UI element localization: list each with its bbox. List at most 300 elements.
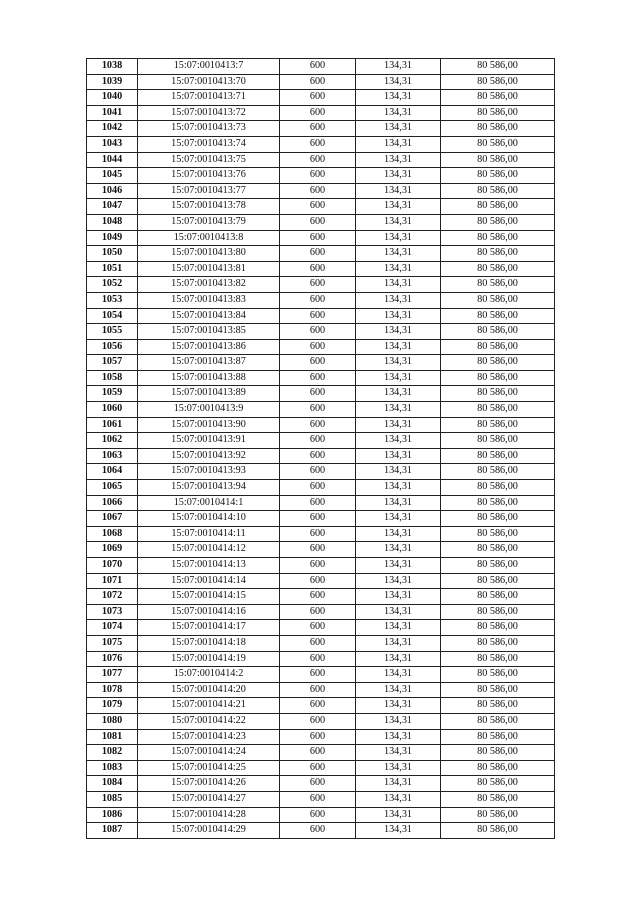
- cadastral-number-cell: 15:07:0010413:94: [138, 480, 280, 496]
- specific-value-cell: 134,31: [356, 339, 441, 355]
- cadastral-number-cell: 15:07:0010413:79: [138, 214, 280, 230]
- cadastral-number-cell: 15:07:0010414:16: [138, 604, 280, 620]
- specific-value-cell: 134,31: [356, 370, 441, 386]
- row-number-cell: 1081: [87, 729, 138, 745]
- cadastral-number-cell: 15:07:0010414:28: [138, 807, 280, 823]
- specific-value-cell: 134,31: [356, 121, 441, 137]
- table-row: [87, 620, 555, 636]
- specific-value-cell: 134,31: [356, 277, 441, 293]
- cadastral-value-cell: 80 586,00: [441, 214, 555, 230]
- cadastral-value-cell: 80 586,00: [441, 433, 555, 449]
- cadastral-value-cell: 80 586,00: [441, 651, 555, 667]
- cadastral-value-cell: 80 586,00: [441, 511, 555, 527]
- area-cell: 600: [280, 667, 356, 683]
- cadastral-number-cell: 15:07:0010413:90: [138, 417, 280, 433]
- area-cell: 600: [280, 511, 356, 527]
- specific-value-cell: 134,31: [356, 214, 441, 230]
- area-cell: 600: [280, 745, 356, 761]
- area-cell: 600: [280, 386, 356, 402]
- table-row: [87, 339, 555, 355]
- cadastral-value-cell: 80 586,00: [441, 791, 555, 807]
- area-cell: 600: [280, 480, 356, 496]
- row-number-cell: 1072: [87, 589, 138, 605]
- specific-value-cell: 134,31: [356, 589, 441, 605]
- cadastral-value-cell: 80 586,00: [441, 402, 555, 418]
- table-row: [87, 495, 555, 511]
- cadastral-number-cell: 15:07:0010413:86: [138, 339, 280, 355]
- cadastral-value-cell: 80 586,00: [441, 698, 555, 714]
- cadastral-value-cell: 80 586,00: [441, 635, 555, 651]
- row-number-cell: 1042: [87, 121, 138, 137]
- specific-value-cell: 134,31: [356, 105, 441, 121]
- row-number-cell: 1060: [87, 402, 138, 418]
- row-number-cell: 1085: [87, 791, 138, 807]
- specific-value-cell: 134,31: [356, 292, 441, 308]
- table-row: [87, 807, 555, 823]
- cadastral-number-cell: 15:07:0010413:74: [138, 136, 280, 152]
- cadastral-value-cell: 80 586,00: [441, 121, 555, 137]
- area-cell: 600: [280, 417, 356, 433]
- table-row: [87, 183, 555, 199]
- specific-value-cell: 134,31: [356, 74, 441, 90]
- row-number-cell: 1063: [87, 448, 138, 464]
- table-row: [87, 292, 555, 308]
- table-row: [87, 589, 555, 605]
- cadastral-number-cell: 15:07:0010414:25: [138, 760, 280, 776]
- cadastral-value-cell: 80 586,00: [441, 261, 555, 277]
- specific-value-cell: 134,31: [356, 526, 441, 542]
- specific-value-cell: 134,31: [356, 324, 441, 340]
- cadastral-number-cell: 15:07:0010413:91: [138, 433, 280, 449]
- table-row: [87, 386, 555, 402]
- area-cell: 600: [280, 339, 356, 355]
- cadastral-value-cell: 80 586,00: [441, 246, 555, 262]
- specific-value-cell: 134,31: [356, 635, 441, 651]
- specific-value-cell: 134,31: [356, 745, 441, 761]
- table-row: [87, 667, 555, 683]
- cadastral-number-cell: 15:07:0010413:72: [138, 105, 280, 121]
- specific-value-cell: 134,31: [356, 651, 441, 667]
- cadastral-number-cell: 15:07:0010414:1: [138, 495, 280, 511]
- area-cell: 600: [280, 105, 356, 121]
- area-cell: 600: [280, 620, 356, 636]
- cadastral-value-cell: 80 586,00: [441, 542, 555, 558]
- cadastral-number-cell: 15:07:0010414:2: [138, 667, 280, 683]
- row-number-cell: 1058: [87, 370, 138, 386]
- area-cell: 600: [280, 324, 356, 340]
- row-number-cell: 1064: [87, 464, 138, 480]
- cadastral-value-cell: 80 586,00: [441, 136, 555, 152]
- row-number-cell: 1068: [87, 526, 138, 542]
- specific-value-cell: 134,31: [356, 417, 441, 433]
- cadastral-number-cell: 15:07:0010414:13: [138, 558, 280, 574]
- cadastral-value-cell: 80 586,00: [441, 823, 555, 839]
- row-number-cell: 1051: [87, 261, 138, 277]
- table-row: [87, 402, 555, 418]
- row-number-cell: 1038: [87, 59, 138, 75]
- specific-value-cell: 134,31: [356, 776, 441, 792]
- specific-value-cell: 134,31: [356, 573, 441, 589]
- area-cell: 600: [280, 246, 356, 262]
- row-number-cell: 1070: [87, 558, 138, 574]
- cadastral-value-cell: 80 586,00: [441, 760, 555, 776]
- cadastral-value-cell: 80 586,00: [441, 339, 555, 355]
- area-cell: 600: [280, 199, 356, 215]
- cadastral-value-cell: 80 586,00: [441, 183, 555, 199]
- area-cell: 600: [280, 698, 356, 714]
- table-row: [87, 308, 555, 324]
- table-row: [87, 355, 555, 371]
- area-cell: 600: [280, 402, 356, 418]
- area-cell: 600: [280, 152, 356, 168]
- cadastral-number-cell: 15:07:0010414:15: [138, 589, 280, 605]
- specific-value-cell: 134,31: [356, 807, 441, 823]
- row-number-cell: 1084: [87, 776, 138, 792]
- cadastral-number-cell: 15:07:0010413:85: [138, 324, 280, 340]
- cadastral-number-cell: 15:07:0010414:12: [138, 542, 280, 558]
- table-row: [87, 105, 555, 121]
- cadastral-value-table: [86, 58, 555, 839]
- cadastral-value-cell: 80 586,00: [441, 152, 555, 168]
- specific-value-cell: 134,31: [356, 760, 441, 776]
- row-number-cell: 1047: [87, 199, 138, 215]
- cadastral-number-cell: 15:07:0010414:14: [138, 573, 280, 589]
- cadastral-number-cell: 15:07:0010413:83: [138, 292, 280, 308]
- table-row: [87, 526, 555, 542]
- cadastral-number-cell: 15:07:0010414:17: [138, 620, 280, 636]
- cadastral-value-cell: 80 586,00: [441, 448, 555, 464]
- row-number-cell: 1071: [87, 573, 138, 589]
- cadastral-number-cell: 15:07:0010414:22: [138, 713, 280, 729]
- area-cell: 600: [280, 183, 356, 199]
- specific-value-cell: 134,31: [356, 230, 441, 246]
- row-number-cell: 1048: [87, 214, 138, 230]
- specific-value-cell: 134,31: [356, 620, 441, 636]
- cadastral-number-cell: 15:07:0010414:29: [138, 823, 280, 839]
- row-number-cell: 1057: [87, 355, 138, 371]
- row-number-cell: 1062: [87, 433, 138, 449]
- cadastral-value-cell: 80 586,00: [441, 277, 555, 293]
- cadastral-number-cell: 15:07:0010414:20: [138, 682, 280, 698]
- cadastral-value-cell: 80 586,00: [441, 573, 555, 589]
- cadastral-value-cell: 80 586,00: [441, 620, 555, 636]
- area-cell: 600: [280, 807, 356, 823]
- row-number-cell: 1074: [87, 620, 138, 636]
- cadastral-value-cell: 80 586,00: [441, 90, 555, 106]
- specific-value-cell: 134,31: [356, 823, 441, 839]
- table-row: [87, 324, 555, 340]
- area-cell: 600: [280, 682, 356, 698]
- table-row: [87, 433, 555, 449]
- table-row: [87, 480, 555, 496]
- area-cell: 600: [280, 168, 356, 184]
- row-number-cell: 1083: [87, 760, 138, 776]
- cadastral-number-cell: 15:07:0010414:24: [138, 745, 280, 761]
- cadastral-value-cell: 80 586,00: [441, 59, 555, 75]
- row-number-cell: 1040: [87, 90, 138, 106]
- specific-value-cell: 134,31: [356, 667, 441, 683]
- area-cell: 600: [280, 355, 356, 371]
- row-number-cell: 1041: [87, 105, 138, 121]
- table-row: [87, 370, 555, 386]
- area-cell: 600: [280, 635, 356, 651]
- table-row: [87, 713, 555, 729]
- row-number-cell: 1059: [87, 386, 138, 402]
- table-row: [87, 277, 555, 293]
- specific-value-cell: 134,31: [356, 168, 441, 184]
- table-row: [87, 729, 555, 745]
- area-cell: 600: [280, 760, 356, 776]
- row-number-cell: 1087: [87, 823, 138, 839]
- table-row: [87, 230, 555, 246]
- cadastral-number-cell: 15:07:0010413:76: [138, 168, 280, 184]
- cadastral-value-cell: 80 586,00: [441, 745, 555, 761]
- row-number-cell: 1039: [87, 74, 138, 90]
- specific-value-cell: 134,31: [356, 604, 441, 620]
- specific-value-cell: 134,31: [356, 713, 441, 729]
- cadastral-number-cell: 15:07:0010413:77: [138, 183, 280, 199]
- row-number-cell: 1075: [87, 635, 138, 651]
- area-cell: 600: [280, 448, 356, 464]
- table-row: [87, 791, 555, 807]
- specific-value-cell: 134,31: [356, 136, 441, 152]
- cadastral-number-cell: 15:07:0010413:84: [138, 308, 280, 324]
- table-row: [87, 464, 555, 480]
- row-number-cell: 1053: [87, 292, 138, 308]
- cadastral-value-cell: 80 586,00: [441, 308, 555, 324]
- cadastral-number-cell: 15:07:0010414:26: [138, 776, 280, 792]
- area-cell: 600: [280, 573, 356, 589]
- area-cell: 600: [280, 90, 356, 106]
- specific-value-cell: 134,31: [356, 402, 441, 418]
- specific-value-cell: 134,31: [356, 152, 441, 168]
- cadastral-value-cell: 80 586,00: [441, 604, 555, 620]
- cadastral-value-cell: 80 586,00: [441, 776, 555, 792]
- row-number-cell: 1069: [87, 542, 138, 558]
- specific-value-cell: 134,31: [356, 791, 441, 807]
- cadastral-value-cell: 80 586,00: [441, 682, 555, 698]
- row-number-cell: 1050: [87, 246, 138, 262]
- area-cell: 600: [280, 277, 356, 293]
- row-number-cell: 1052: [87, 277, 138, 293]
- row-number-cell: 1061: [87, 417, 138, 433]
- specific-value-cell: 134,31: [356, 355, 441, 371]
- table-row: [87, 558, 555, 574]
- cadastral-number-cell: 15:07:0010413:87: [138, 355, 280, 371]
- row-number-cell: 1080: [87, 713, 138, 729]
- row-number-cell: 1077: [87, 667, 138, 683]
- cadastral-number-cell: 15:07:0010413:81: [138, 261, 280, 277]
- specific-value-cell: 134,31: [356, 448, 441, 464]
- area-cell: 600: [280, 74, 356, 90]
- area-cell: 600: [280, 261, 356, 277]
- cadastral-number-cell: 15:07:0010413:75: [138, 152, 280, 168]
- cadastral-number-cell: 15:07:0010414:11: [138, 526, 280, 542]
- table-row: [87, 682, 555, 698]
- cadastral-value-cell: 80 586,00: [441, 480, 555, 496]
- cadastral-value-cell: 80 586,00: [441, 168, 555, 184]
- cadastral-value-cell: 80 586,00: [441, 713, 555, 729]
- area-cell: 600: [280, 776, 356, 792]
- area-cell: 600: [280, 651, 356, 667]
- cadastral-value-cell: 80 586,00: [441, 355, 555, 371]
- area-cell: 600: [280, 542, 356, 558]
- table-row: [87, 199, 555, 215]
- specific-value-cell: 134,31: [356, 682, 441, 698]
- row-number-cell: 1066: [87, 495, 138, 511]
- table-row: [87, 760, 555, 776]
- table-body: [87, 59, 555, 839]
- table-row: [87, 214, 555, 230]
- table-row: [87, 152, 555, 168]
- cadastral-number-cell: 15:07:0010414:19: [138, 651, 280, 667]
- cadastral-value-cell: 80 586,00: [441, 667, 555, 683]
- cadastral-value-cell: 80 586,00: [441, 199, 555, 215]
- table-row: [87, 651, 555, 667]
- area-cell: 600: [280, 495, 356, 511]
- cadastral-number-cell: 15:07:0010413:93: [138, 464, 280, 480]
- row-number-cell: 1043: [87, 136, 138, 152]
- specific-value-cell: 134,31: [356, 90, 441, 106]
- cadastral-number-cell: 15:07:0010413:7: [138, 59, 280, 75]
- table-row: [87, 74, 555, 90]
- row-number-cell: 1055: [87, 324, 138, 340]
- cadastral-number-cell: 15:07:0010413:73: [138, 121, 280, 137]
- cadastral-number-cell: 15:07:0010413:80: [138, 246, 280, 262]
- cadastral-number-cell: 15:07:0010414:27: [138, 791, 280, 807]
- area-cell: 600: [280, 558, 356, 574]
- table-row: [87, 448, 555, 464]
- table-row: [87, 136, 555, 152]
- specific-value-cell: 134,31: [356, 308, 441, 324]
- specific-value-cell: 134,31: [356, 261, 441, 277]
- table-row: [87, 542, 555, 558]
- cadastral-value-cell: 80 586,00: [441, 386, 555, 402]
- table-row: [87, 121, 555, 137]
- cadastral-value-cell: 80 586,00: [441, 526, 555, 542]
- row-number-cell: 1045: [87, 168, 138, 184]
- area-cell: 600: [280, 433, 356, 449]
- cadastral-value-cell: 80 586,00: [441, 324, 555, 340]
- area-cell: 600: [280, 823, 356, 839]
- table-row: [87, 635, 555, 651]
- row-number-cell: 1078: [87, 682, 138, 698]
- area-cell: 600: [280, 370, 356, 386]
- cadastral-value-cell: 80 586,00: [441, 464, 555, 480]
- specific-value-cell: 134,31: [356, 433, 441, 449]
- table-row: [87, 573, 555, 589]
- cadastral-number-cell: 15:07:0010413:9: [138, 402, 280, 418]
- specific-value-cell: 134,31: [356, 495, 441, 511]
- cadastral-number-cell: 15:07:0010413:71: [138, 90, 280, 106]
- row-number-cell: 1067: [87, 511, 138, 527]
- cadastral-number-cell: 15:07:0010413:78: [138, 199, 280, 215]
- table-row: [87, 604, 555, 620]
- cadastral-number-cell: 15:07:0010413:89: [138, 386, 280, 402]
- row-number-cell: 1054: [87, 308, 138, 324]
- row-number-cell: 1056: [87, 339, 138, 355]
- specific-value-cell: 134,31: [356, 246, 441, 262]
- specific-value-cell: 134,31: [356, 480, 441, 496]
- table-row: [87, 59, 555, 75]
- cadastral-value-cell: 80 586,00: [441, 729, 555, 745]
- table-row: [87, 246, 555, 262]
- specific-value-cell: 134,31: [356, 386, 441, 402]
- row-number-cell: 1046: [87, 183, 138, 199]
- cadastral-value-cell: 80 586,00: [441, 105, 555, 121]
- specific-value-cell: 134,31: [356, 698, 441, 714]
- cadastral-number-cell: 15:07:0010414:10: [138, 511, 280, 527]
- area-cell: 600: [280, 59, 356, 75]
- area-cell: 600: [280, 292, 356, 308]
- row-number-cell: 1044: [87, 152, 138, 168]
- specific-value-cell: 134,31: [356, 183, 441, 199]
- row-number-cell: 1086: [87, 807, 138, 823]
- area-cell: 600: [280, 526, 356, 542]
- cadastral-number-cell: 15:07:0010413:8: [138, 230, 280, 246]
- row-number-cell: 1082: [87, 745, 138, 761]
- area-cell: 600: [280, 464, 356, 480]
- cadastral-value-cell: 80 586,00: [441, 230, 555, 246]
- cadastral-value-cell: 80 586,00: [441, 558, 555, 574]
- table-row: [87, 417, 555, 433]
- cadastral-value-cell: 80 586,00: [441, 417, 555, 433]
- area-cell: 600: [280, 214, 356, 230]
- specific-value-cell: 134,31: [356, 511, 441, 527]
- cadastral-value-cell: 80 586,00: [441, 589, 555, 605]
- cadastral-value-cell: 80 586,00: [441, 74, 555, 90]
- area-cell: 600: [280, 604, 356, 620]
- area-cell: 600: [280, 308, 356, 324]
- specific-value-cell: 134,31: [356, 59, 441, 75]
- area-cell: 600: [280, 136, 356, 152]
- cadastral-value-cell: 80 586,00: [441, 495, 555, 511]
- specific-value-cell: 134,31: [356, 542, 441, 558]
- row-number-cell: 1065: [87, 480, 138, 496]
- cadastral-value-cell: 80 586,00: [441, 807, 555, 823]
- table-row: [87, 168, 555, 184]
- table-row: [87, 776, 555, 792]
- cadastral-number-cell: 15:07:0010413:82: [138, 277, 280, 293]
- table-row: [87, 90, 555, 106]
- specific-value-cell: 134,31: [356, 464, 441, 480]
- table-row: [87, 823, 555, 839]
- cadastral-number-cell: 15:07:0010413:88: [138, 370, 280, 386]
- row-number-cell: 1079: [87, 698, 138, 714]
- table-row: [87, 745, 555, 761]
- specific-value-cell: 134,31: [356, 558, 441, 574]
- area-cell: 600: [280, 791, 356, 807]
- area-cell: 600: [280, 713, 356, 729]
- cadastral-number-cell: 15:07:0010413:70: [138, 74, 280, 90]
- cadastral-number-cell: 15:07:0010414:23: [138, 729, 280, 745]
- cadastral-number-cell: 15:07:0010414:18: [138, 635, 280, 651]
- specific-value-cell: 134,31: [356, 729, 441, 745]
- table-row: [87, 511, 555, 527]
- row-number-cell: 1076: [87, 651, 138, 667]
- area-cell: 600: [280, 230, 356, 246]
- specific-value-cell: 134,31: [356, 199, 441, 215]
- row-number-cell: 1049: [87, 230, 138, 246]
- table-row: [87, 698, 555, 714]
- row-number-cell: 1073: [87, 604, 138, 620]
- area-cell: 600: [280, 729, 356, 745]
- cadastral-number-cell: 15:07:0010414:21: [138, 698, 280, 714]
- cadastral-value-cell: 80 586,00: [441, 292, 555, 308]
- cadastral-value-cell: 80 586,00: [441, 370, 555, 386]
- table-row: [87, 261, 555, 277]
- area-cell: 600: [280, 589, 356, 605]
